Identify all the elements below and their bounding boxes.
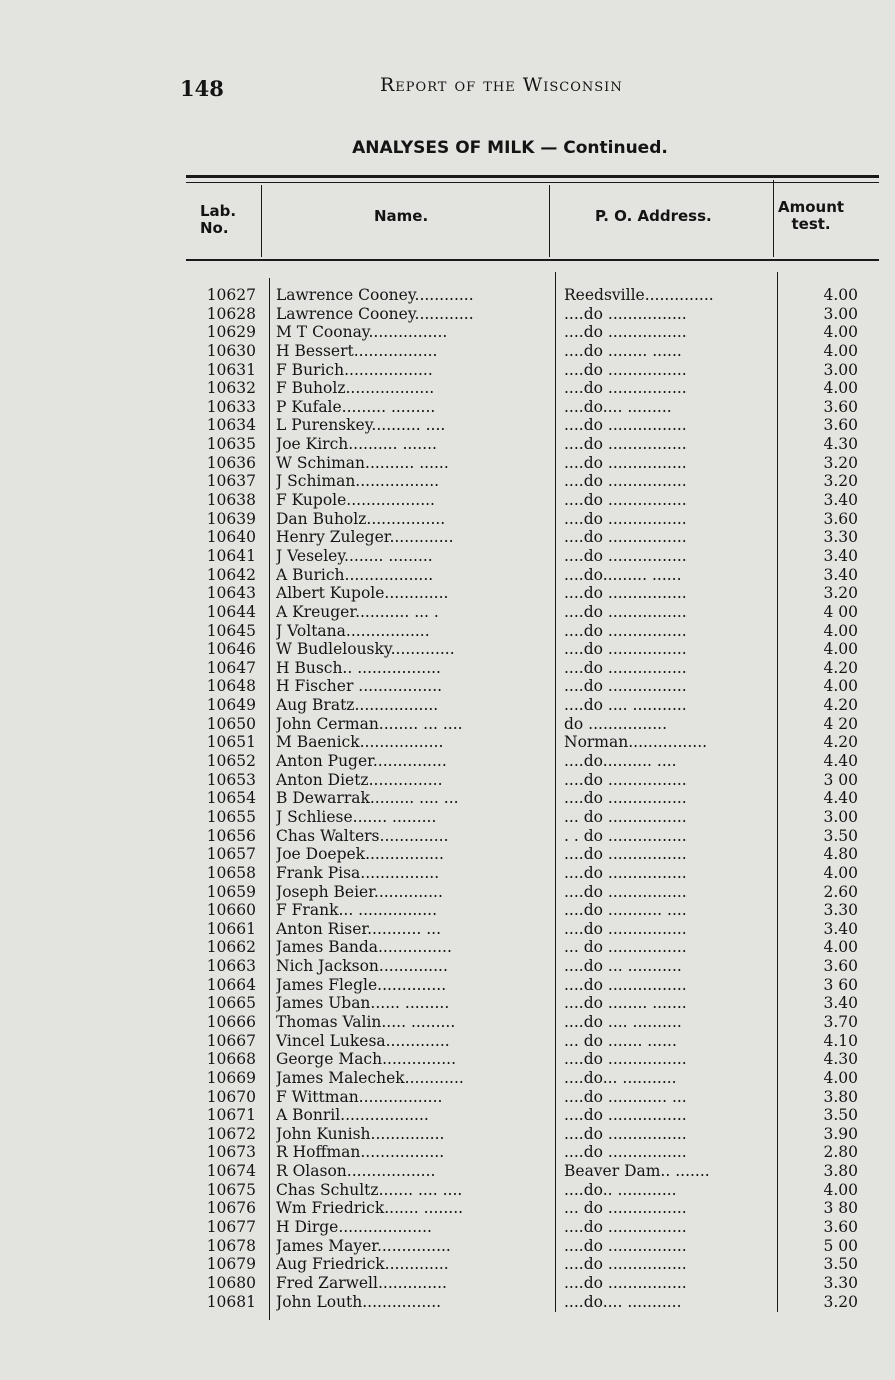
- name-cell: John Cerman........ ... ....: [276, 714, 463, 733]
- name-cell: James Uban...... .........: [276, 994, 450, 1013]
- amount-test-cell: 4.00: [823, 286, 858, 304]
- address-cell: ....do ................: [564, 621, 687, 640]
- name-cell: Joe Doepek................: [276, 845, 444, 864]
- name-cell: Lawrence Cooney............: [276, 304, 474, 323]
- lab-number-cell: 10680: [206, 1273, 256, 1292]
- amount-test-cell: 3.20: [823, 584, 858, 603]
- lab-number-cell: 10647: [206, 658, 256, 677]
- address-cell: ....do.... .........: [564, 397, 672, 416]
- lab-number-cell: 10675: [206, 1180, 256, 1199]
- amount-test-cell: 3 80: [823, 1199, 858, 1218]
- lab-number-cell: 10646: [206, 640, 256, 659]
- name-cell: H Busch.. .................: [276, 658, 441, 677]
- address-cell: ....do ................: [564, 379, 687, 398]
- amount-test-cell: 3 00: [823, 770, 858, 789]
- address-cell: ... do ................: [564, 1199, 687, 1218]
- name-cell: R Olason..................: [276, 1162, 436, 1181]
- lab-number-cell: 10640: [206, 528, 256, 547]
- column-divider: [555, 272, 556, 1312]
- address-cell: ....do .... ..........: [564, 1012, 682, 1031]
- name-cell: Thomas Valin..... .........: [276, 1012, 456, 1031]
- address-cell: ....do ................: [564, 882, 687, 901]
- lab-number-cell: 10662: [206, 938, 256, 957]
- header-amount-line2: test.: [791, 215, 831, 233]
- lab-number-cell: 10660: [206, 901, 256, 920]
- address-cell: ....do ................: [564, 528, 687, 547]
- name-cell: Albert Kupole.............: [276, 584, 449, 603]
- lab-number-cell: 10651: [206, 733, 256, 752]
- name-cell: Anton Puger...............: [276, 752, 447, 771]
- address-cell: ....do ................: [564, 304, 687, 323]
- amount-test-cell: 4.20: [823, 733, 858, 752]
- address-cell: ....do ................: [564, 770, 687, 789]
- lab-number-cell: 10661: [206, 919, 256, 938]
- lab-number-cell: 10671: [206, 1106, 256, 1125]
- lab-number-cell: 10644: [206, 602, 256, 621]
- address-cell: ....do ................: [564, 435, 687, 454]
- amount-test-cell: 3.30: [823, 1273, 858, 1292]
- amount-test-cell: 3.60: [823, 397, 858, 416]
- lab-number-cell: 10654: [206, 789, 256, 808]
- lab-number-cell: 10633: [206, 397, 256, 416]
- column-divider: [269, 278, 270, 1320]
- lab-number-cell: 10630: [206, 341, 256, 360]
- header-bottom-rule: [186, 259, 879, 261]
- amount-test-cell: 3.80: [823, 1162, 858, 1181]
- amount-test-cell: 5 00: [823, 1236, 858, 1255]
- amount-test-cell: 4.00: [823, 1068, 858, 1087]
- address-cell: ....do ................: [564, 1236, 687, 1255]
- amount-test-cell: 4.00: [823, 323, 858, 342]
- lab-number-cell: 10663: [206, 957, 256, 976]
- lab-number-cell: 10635: [206, 435, 256, 454]
- lab-number-cell: 10659: [206, 882, 256, 901]
- address-cell: ....do ................: [564, 863, 687, 882]
- header-lab-line2: No.: [200, 219, 229, 237]
- name-cell: H Dirge...................: [276, 1218, 432, 1237]
- amount-test-cell: 3.90: [823, 1124, 858, 1143]
- table-title: ANALYSES OF MILK — Continued.: [352, 138, 668, 158]
- lab-number-cell: 10657: [206, 845, 256, 864]
- amount-test-cell: 3.20: [823, 472, 858, 491]
- lab-number-cell: 10629: [206, 323, 256, 342]
- address-cell: ....do ................: [564, 640, 687, 659]
- amount-test-cell: 3.60: [823, 509, 858, 528]
- name-cell: Anton Riser........... ...: [276, 919, 442, 938]
- address-cell: ... do ....... ......: [564, 1031, 677, 1050]
- name-cell: A Bonril..................: [276, 1106, 429, 1125]
- lab-number-cell: 10678: [206, 1236, 256, 1255]
- lab-number-cell: 10681: [206, 1292, 256, 1311]
- lab-number-cell: 10676: [206, 1199, 256, 1218]
- amount-test-cell: 4.00: [823, 863, 858, 882]
- name-cell: F Wittman.................: [276, 1087, 443, 1106]
- column-divider: [773, 180, 774, 257]
- name-cell: W Budlelousky.............: [276, 640, 455, 659]
- amount-test-cell: 3.70: [823, 1012, 858, 1031]
- name-cell: W Schiman.......... ......: [276, 453, 449, 472]
- amount-test-cell: 3.40: [823, 546, 858, 565]
- amount-test-cell: 4.20: [823, 696, 858, 715]
- address-cell: ....do ................: [564, 1106, 687, 1125]
- lab-number-cell: 10670: [206, 1087, 256, 1106]
- amount-test-cell: 4 00: [823, 602, 858, 621]
- address-cell: ....do ................: [564, 546, 687, 565]
- lab-number-cell: 10650: [206, 714, 256, 733]
- address-cell: ....do ................: [564, 919, 687, 938]
- header-address: P. O. Address.: [595, 207, 712, 225]
- lab-number-cell: 10642: [206, 565, 256, 584]
- lab-number-cell: 10652: [206, 752, 256, 771]
- amount-test-cell: 3.60: [823, 957, 858, 976]
- name-cell: Vincel Lukesa.............: [276, 1031, 450, 1050]
- address-cell: ....do ................: [564, 416, 687, 435]
- amount-test-cell: 3.50: [823, 826, 858, 845]
- lab-number-cell: 10665: [206, 994, 256, 1013]
- amount-test-cell: 4.30: [823, 1050, 858, 1069]
- name-cell: J Schliese....... .........: [276, 807, 437, 826]
- address-cell: ....do......... ......: [564, 565, 682, 584]
- amount-test-cell: 4.00: [823, 341, 858, 360]
- lab-number-cell: 10645: [206, 621, 256, 640]
- amount-test-cell: 3.60: [823, 1218, 858, 1237]
- lab-number-cell: 10658: [206, 863, 256, 882]
- name-cell: L Purenskey.......... ....: [276, 416, 446, 435]
- column-divider: [549, 185, 550, 257]
- lab-number-cell: 10649: [206, 696, 256, 715]
- address-cell: ....do... ...........: [564, 1068, 677, 1087]
- address-cell: ....do ................: [564, 360, 687, 379]
- name-cell: James Banda...............: [276, 938, 452, 957]
- address-cell: ....do ................: [564, 1273, 687, 1292]
- header-name: Name.: [374, 207, 429, 225]
- header-amount-line1: Amount: [778, 198, 845, 216]
- address-cell: ... do ................: [564, 807, 687, 826]
- address-cell: ....do ................: [564, 789, 687, 808]
- name-cell: Chas Schultz....... .... ....: [276, 1180, 463, 1199]
- amount-test-cell: 4.40: [823, 789, 858, 808]
- name-cell: F Frank... ................: [276, 901, 438, 920]
- lab-number-cell: 10643: [206, 584, 256, 603]
- name-cell: J Schiman.................: [276, 472, 440, 491]
- amount-test-cell: 4.30: [823, 435, 858, 454]
- name-cell: J Veseley........ .........: [276, 546, 433, 565]
- amount-test-cell: 4.00: [823, 621, 858, 640]
- amount-test-cell: 3.20: [823, 453, 858, 472]
- amount-test-cell: 3.60: [823, 416, 858, 435]
- name-cell: Nich Jackson..............: [276, 957, 448, 976]
- amount-test-cell: 4.10: [823, 1031, 858, 1050]
- name-cell: Aug Bratz.................: [276, 696, 439, 715]
- header-lab-no: [200, 203, 236, 237]
- lab-number-cell: 10666: [206, 1012, 256, 1031]
- amount-test-cell: 4.80: [823, 845, 858, 864]
- name-cell: Henry Zuleger.............: [276, 528, 454, 547]
- lab-number-cell: 10653: [206, 770, 256, 789]
- amount-test-cell: 3.40: [823, 491, 858, 510]
- amount-test-cell: 4 20: [823, 714, 858, 733]
- name-cell: A Burich..................: [276, 565, 434, 584]
- address-cell: ....do ........ .......: [564, 994, 687, 1013]
- running-head: Report of the Wisconsin: [380, 74, 623, 96]
- amount-test-cell: 4.40: [823, 752, 858, 771]
- lab-number-cell: 10636: [206, 453, 256, 472]
- lab-number-cell: 10674: [206, 1162, 256, 1181]
- name-cell: Joe Kirch.......... .......: [276, 435, 437, 454]
- name-cell: Anton Dietz...............: [276, 770, 443, 789]
- lab-number-cell: 10641: [206, 546, 256, 565]
- table-top-rule: [186, 175, 879, 183]
- header-lab-line1: Lab.: [200, 202, 237, 220]
- lab-number-cell: 10637: [206, 472, 256, 491]
- address-cell: ....do ................: [564, 509, 687, 528]
- lab-number-cell: 10677: [206, 1218, 256, 1237]
- address-cell: ....do.... ...........: [564, 1292, 682, 1311]
- address-cell: ....do ................: [564, 1218, 687, 1237]
- name-cell: M Baenick.................: [276, 733, 444, 752]
- column-divider: [777, 272, 778, 1312]
- name-cell: John Louth................: [276, 1292, 442, 1311]
- lab-number-cell: 10668: [206, 1050, 256, 1069]
- amount-test-cell: 3.30: [823, 901, 858, 920]
- lab-number-cell: 10655: [206, 807, 256, 826]
- address-cell: ... do ................: [564, 938, 687, 957]
- amount-test-cell: 3.40: [823, 994, 858, 1013]
- name-cell: M T Coonay................: [276, 323, 448, 342]
- address-cell: ....do ................: [564, 1050, 687, 1069]
- name-cell: J Voltana.................: [276, 621, 430, 640]
- name-cell: F Kupole..................: [276, 491, 435, 510]
- name-cell: H Bessert.................: [276, 341, 438, 360]
- name-cell: James Flegle..............: [276, 975, 447, 994]
- name-cell: Joseph Beier..............: [276, 882, 443, 901]
- lab-number-cell: 10679: [206, 1255, 256, 1274]
- name-cell: F Buholz..................: [276, 379, 435, 398]
- address-cell: ....do ... ...........: [564, 957, 682, 976]
- address-cell: Norman................: [564, 733, 708, 752]
- address-cell: ....do ................: [564, 1255, 687, 1274]
- address-cell: ....do ................: [564, 453, 687, 472]
- amount-test-cell: 3 60: [823, 975, 858, 994]
- name-cell: B Dewarrak......... .... ...: [276, 789, 459, 808]
- amount-test-cell: 4.00: [823, 1180, 858, 1199]
- amount-test-cell: 3.00: [823, 360, 858, 379]
- address-cell: ....do ........... ....: [564, 901, 687, 920]
- amount-test-cell: 4.00: [823, 677, 858, 696]
- name-cell: Dan Buholz................: [276, 509, 446, 528]
- amount-test-cell: 3.40: [823, 919, 858, 938]
- lab-number-cell: 10627: [206, 286, 256, 304]
- name-cell: Frank Pisa................: [276, 863, 440, 882]
- amount-test-cell: 3.00: [823, 304, 858, 323]
- lab-number-cell: 10667: [206, 1031, 256, 1050]
- name-cell: F Burich..................: [276, 360, 433, 379]
- address-cell: ....do ........ ......: [564, 341, 682, 360]
- address-cell: ....do .... ...........: [564, 696, 687, 715]
- lab-number-cell: 10638: [206, 491, 256, 510]
- name-cell: Fred Zarwell..............: [276, 1273, 447, 1292]
- lab-number-cell: 10669: [206, 1068, 256, 1087]
- name-cell: Lawrence Cooney............: [276, 286, 474, 304]
- amount-test-cell: 3.40: [823, 565, 858, 584]
- lab-number-cell: 10672: [206, 1124, 256, 1143]
- page-number: 148: [180, 76, 224, 101]
- name-cell: James Malechek............: [276, 1068, 464, 1087]
- address-cell: ....do ................: [564, 845, 687, 864]
- name-cell: P Kufale......... .........: [276, 397, 436, 416]
- address-cell: ....do.......... ....: [564, 752, 677, 771]
- address-cell: ....do ................: [564, 602, 687, 621]
- address-cell: ....do ................: [564, 975, 687, 994]
- address-cell: ....do ................: [564, 1124, 687, 1143]
- lab-number-cell: 10648: [206, 677, 256, 696]
- amount-test-cell: 2.80: [823, 1143, 858, 1162]
- column-divider: [261, 185, 262, 257]
- address-cell: ....do ................: [564, 584, 687, 603]
- address-cell: do ................: [564, 714, 668, 733]
- lab-number-cell: 10628: [206, 304, 256, 323]
- name-cell: Wm Friedrick....... ........: [276, 1199, 464, 1218]
- lab-number-cell: 10631: [206, 360, 256, 379]
- name-cell: R Hoffman.................: [276, 1143, 445, 1162]
- lab-number-cell: 10632: [206, 379, 256, 398]
- amount-test-cell: 3.50: [823, 1255, 858, 1274]
- amount-test-cell: 3.80: [823, 1087, 858, 1106]
- address-cell: ....do ................: [564, 658, 687, 677]
- address-cell: ....do ................: [564, 491, 687, 510]
- name-cell: George Mach...............: [276, 1050, 456, 1069]
- amount-test-cell: 4.20: [823, 658, 858, 677]
- amount-test-cell: 3.20: [823, 1292, 858, 1311]
- amount-test-cell: 4.00: [823, 938, 858, 957]
- address-cell: ....do ................: [564, 472, 687, 491]
- amount-test-cell: 4.00: [823, 379, 858, 398]
- lab-number-cell: 10664: [206, 975, 256, 994]
- address-cell: ....do ................: [564, 677, 687, 696]
- name-cell: A Kreuger........... ... .: [276, 602, 439, 621]
- lab-number-cell: 10656: [206, 826, 256, 845]
- address-cell: . . do ................: [564, 826, 687, 845]
- address-cell: ....do ................: [564, 1143, 687, 1162]
- lab-number-cell: 10673: [206, 1143, 256, 1162]
- name-cell: Chas Walters..............: [276, 826, 449, 845]
- lab-number-cell: 10639: [206, 509, 256, 528]
- address-cell: ....do ................: [564, 323, 687, 342]
- amount-test-cell: 3.30: [823, 528, 858, 547]
- name-cell: Aug Friedrick.............: [276, 1255, 449, 1274]
- address-cell: Beaver Dam.. .......: [564, 1162, 710, 1181]
- header-amount-test: [778, 199, 844, 233]
- address-cell: ....do ............ ...: [564, 1087, 687, 1106]
- name-cell: John Kunish...............: [276, 1124, 445, 1143]
- amount-test-cell: 4.00: [823, 640, 858, 659]
- name-cell: H Fischer .................: [276, 677, 443, 696]
- amount-test-cell: 3.00: [823, 807, 858, 826]
- lab-number-cell: 10634: [206, 416, 256, 435]
- amount-test-cell: 3.50: [823, 1106, 858, 1125]
- address-cell: ....do.. ............: [564, 1180, 677, 1199]
- amount-test-cell: 2.60: [823, 882, 858, 901]
- name-cell: James Mayer...............: [276, 1236, 451, 1255]
- address-cell: Reedsville..............: [564, 286, 714, 304]
